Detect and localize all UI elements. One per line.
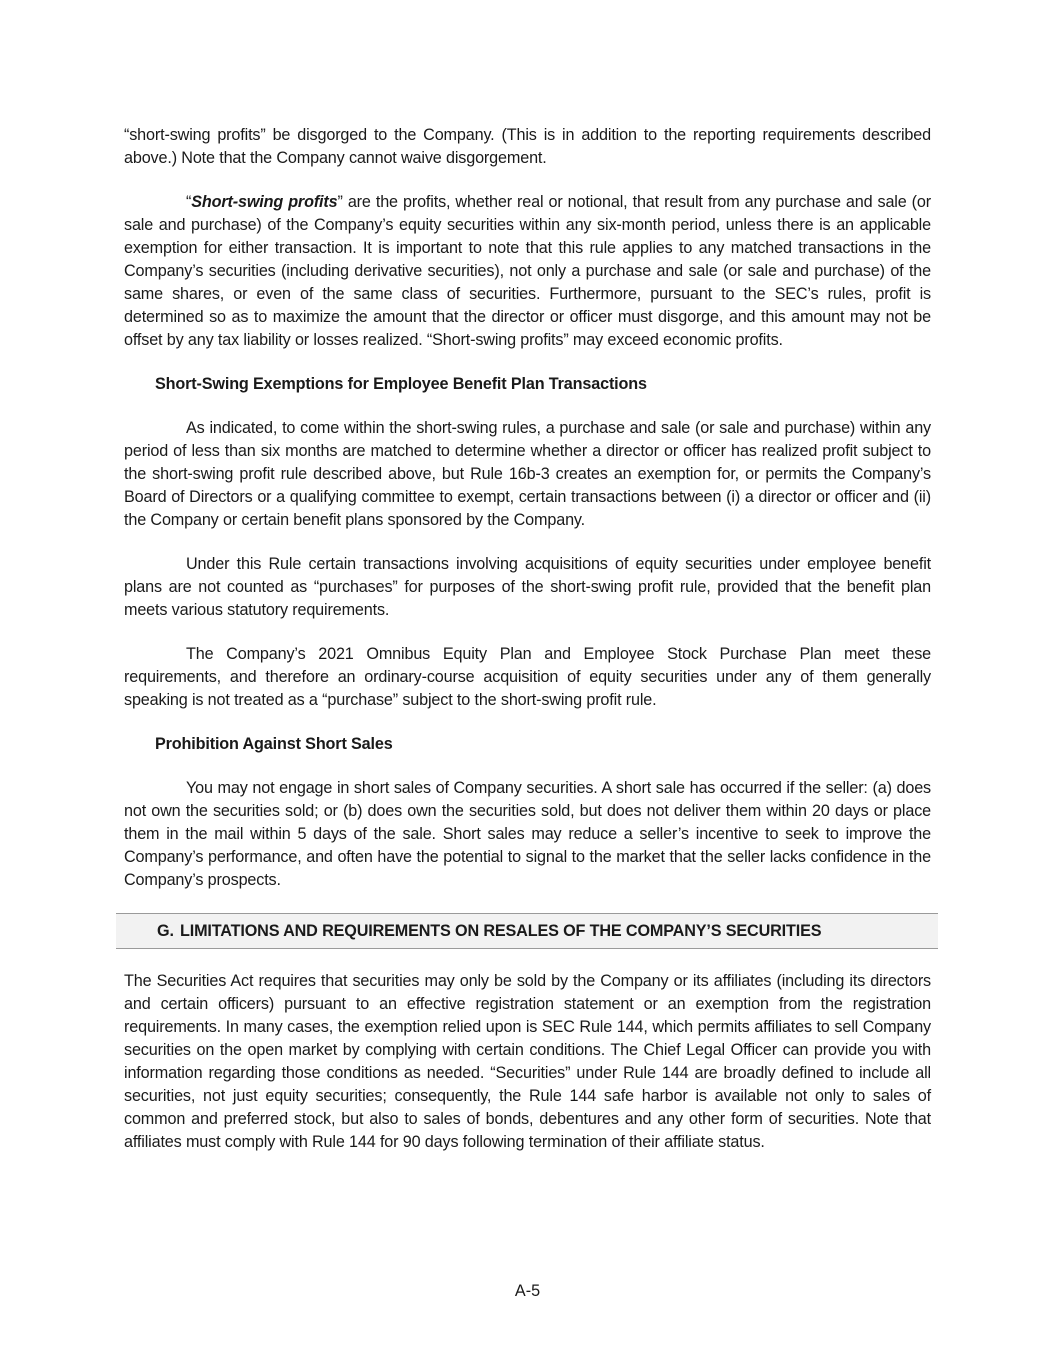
definition-text: ” are the profits, whether real or notional, that result from any purchase and sale (or sale and purchase) of the Company’s equity securities within any six-month period, unless there is an applicable exemption for either transaction. It is important to note that this rule applies to any matched transactions in the Company’s securities (including derivative securities), not only a purchase and sale (or sale and purchase) of the same shares, or even of the same class of securities. Furthermore, pursuant to the SEC’s rules, profit is determined so as to maximize the amount that the director or officer must disgorge, and this amount may not be offset by any tax liability or losses realized. “Short-swing profits” may exceed economic profits. xyxy=(124,193,932,349)
paragraph-rule-144: The Securities Act requires that securities may only be sold by the Company or its affiliates (including its directors and certain officers) pursuant to an effective registration statement or an exemption from the registration requirements. In many cases, the exemption relied upon is SEC Rule 144, which permits affiliates to sell Company securities on the open market by complying with certain conditions. The Chief Legal Officer can provide you with information regarding those conditions as needed. “Securities” under Rule 144 are broadly defined to include all securities, not just equity securities; consequently, the Rule 144 safe harbor is available not only to sales of common and preferred stock, but also to sales of bonds, debentures and any other form of securities. Note that affiliates must comply with Rule 144 for 90 days following termination of their affiliate status. xyxy=(124,972,931,1151)
page-content xyxy=(124,124,931,1175)
paragraph-omnibus-plan: The Company’s 2021 Omnibus Equity Plan and Employee Stock Purchase Plan meet these requirements, and therefore an ordinary-course acquisition of equity securities under any of them generally speaking is not treated as a “purchase” subject to the short-swing profit rule. xyxy=(124,645,931,709)
paragraph-disgorgement: “short-swing profits” be disgorged to the Company. (This is in addition to the reporting requirements described above.) Note that the Company cannot waive disgorgement. xyxy=(124,126,931,167)
paragraph-short-swing-definition xyxy=(124,191,931,352)
open-quote: “ xyxy=(186,193,192,211)
page-number: A-5 xyxy=(514,1282,541,1300)
section-title: LIMITATIONS AND REQUIREMENTS ON RESALES OF THE COMPANY’S SECURITIES xyxy=(180,922,822,940)
paragraph-benefit-plans: Under this Rule certain transactions involving acquisitions of equity securities under employee benefit plans are not counted as “purchases” for purposes of the short-swing profit rule, provided that the benefit plan meets various statutory requirements. xyxy=(124,555,931,619)
section-letter: G. xyxy=(157,922,174,940)
defined-term: Short-swing profits xyxy=(191,193,338,211)
paragraph-short-sales: You may not engage in short sales of Company securities. A short sale has occurred if the seller: (a) does not own the securities sold; or (b) does own the securities sold, but does not deliver them within 20 days or place them in the mail within 5 days of the sale. Short sales may reduce a seller’s incentive to seek to improve the Company’s performance, and often have the potential to signal to the market that the seller lacks confidence in the Company’s prospects. xyxy=(124,779,931,889)
section-heading-g xyxy=(116,913,938,949)
paragraph-rule-16b3: As indicated, to come within the short-swing rules, a purchase and sale (or sale and purchase) within any period of less than six months are matched to determine whether a director or officer has realized profit subject to the short-swing profit rule described above, but Rule 16b-3 creates an exemption for, or permits the Company’s Board of Directors or a qualifying committee to exempt, certain transactions between (i) a director or officer and (ii) the Company or certain benefit plans sponsored by the Company. xyxy=(124,419,931,529)
subheading-short-sales: Prohibition Against Short Sales xyxy=(155,735,393,753)
subheading-exemptions: Short-Swing Exemptions for Employee Benefit Plan Transactions xyxy=(155,375,647,393)
